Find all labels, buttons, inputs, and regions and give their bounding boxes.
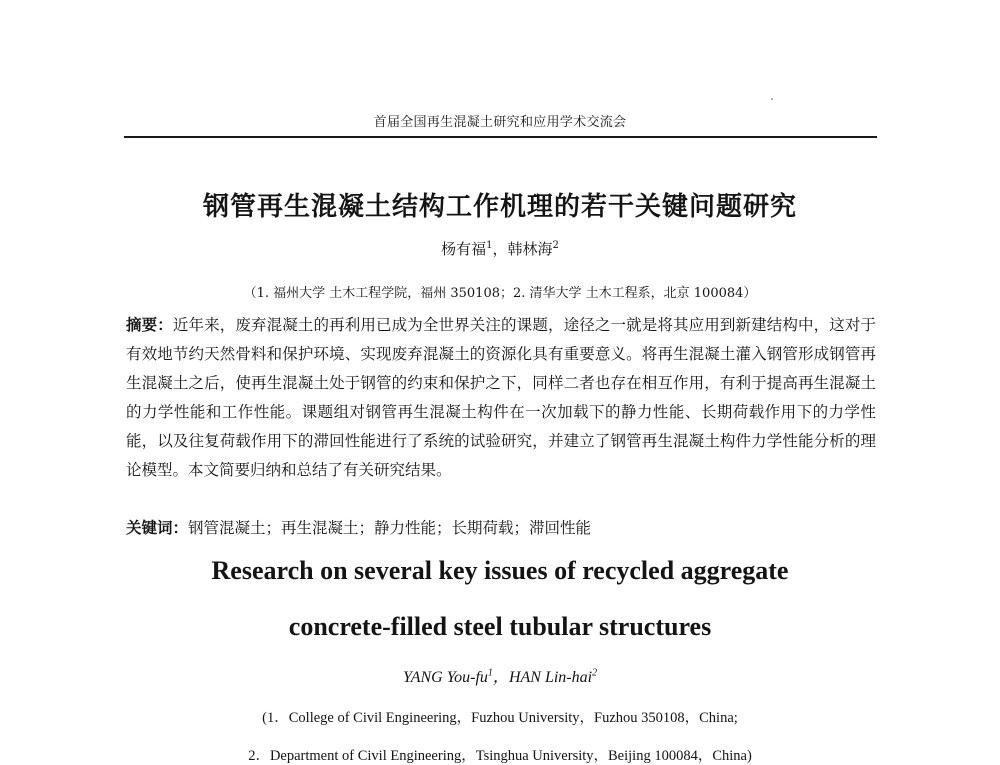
author-name: 杨有福 <box>441 240 487 258</box>
author-separator: ， <box>492 240 508 258</box>
chinese-keywords <box>126 514 876 543</box>
english-title-line-1: Research on several key issues of recycled aggregate <box>211 556 789 585</box>
abstract-text: 近年来，废弃混凝土的再利用已成为全世界关注的课题，途径之一就是将其应用到新建结构中，这对于有效地节约天然骨料和保护环境、实现废弃混凝土的资源化具有重要意义。将再生混凝土灌入钢管形成钢管再生混凝土之后，使再生混凝土处于钢管的约束和保护之下，同样二者也存在相互作用，有利于提高再生混凝土的力学性能和工作性能。课题组对钢管再生混凝土构件在一次加载下的静力性能、长期荷载作用下的力学性能，以及往复荷载作用下的滞回性能进行了系统的试验研究，并建立了钢管再生混凝土构件力学性能分析的理论模型。本文简要归纳和总结了有关研究结果。 <box>126 316 876 479</box>
author-name: HAN Lin-hai <box>508 669 593 686</box>
chinese-authors <box>0 238 1000 259</box>
english-affiliation-line-2: 2．Department of Civil Engineering，Tsinghua University，Beijing 100084，China) <box>248 748 752 764</box>
affiliation-mark: 2 <box>592 667 598 679</box>
english-affiliation-line-1: (1．College of Civil Engineering，Fuzhou University，Fuzhou 350108，China; <box>262 710 738 726</box>
affiliation-mark: 1 <box>486 240 493 251</box>
author-name: YANG You-fu <box>402 669 488 686</box>
english-title-line-2: concrete-filled steel tubular structures <box>288 612 712 641</box>
affiliation-mark: 2 <box>552 240 559 251</box>
scan-speck <box>771 98 773 100</box>
keywords-label: 关键词： <box>126 519 189 537</box>
header-divider <box>124 136 877 138</box>
author-separator: ， <box>492 669 509 686</box>
affiliation-mark: 1 <box>487 667 493 679</box>
running-header: 首届全国再生混凝土研究和应用学术交流会 <box>373 115 627 130</box>
keywords-text: 钢管混凝土；再生混凝土；静力性能；长期荷载；滞回性能 <box>188 519 592 537</box>
chinese-affiliations: （1. 福州大学 土木工程学院，福州 350108；2. 清华大学 土木工程系，北京 100084） <box>243 286 757 301</box>
chinese-abstract <box>126 311 876 485</box>
abstract-label: 摘要： <box>126 316 173 334</box>
chinese-title: 钢管再生混凝土结构工作机理的若干关键问题研究 <box>202 192 797 222</box>
english-authors <box>0 664 1000 687</box>
author-name: 韩林海 <box>507 240 553 258</box>
